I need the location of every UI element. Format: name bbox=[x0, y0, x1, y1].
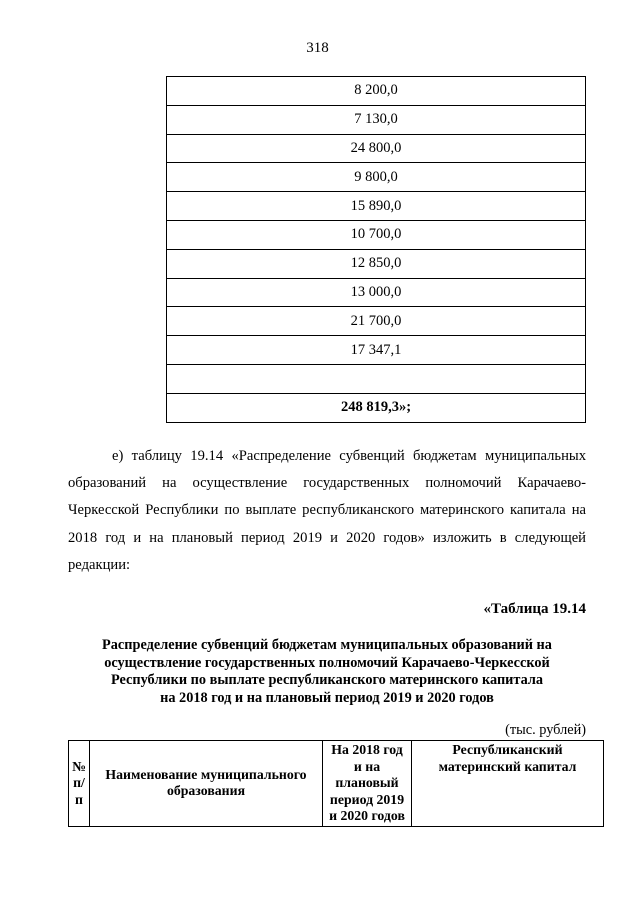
table-row bbox=[167, 77, 586, 106]
header-period-line: период 2019 bbox=[329, 791, 405, 807]
amount-cell: 17 347,1 bbox=[167, 336, 586, 365]
subsidy-table bbox=[68, 740, 604, 827]
table-row bbox=[167, 163, 586, 192]
header-period-line: и 2020 годов bbox=[329, 808, 405, 823]
header-capital: Республиканский материнский капитал bbox=[412, 741, 604, 827]
header-number-line: п/ bbox=[73, 775, 85, 790]
table-row bbox=[167, 134, 586, 163]
amount-cell: 12 850,0 bbox=[167, 249, 586, 278]
table-row bbox=[167, 105, 586, 134]
table-row bbox=[167, 307, 586, 336]
heading-line: Республики по выплате республиканского материнского капитала bbox=[110, 672, 544, 688]
amount-cell: 13 000,0 bbox=[167, 278, 586, 307]
amount-cell: 21 700,0 bbox=[167, 307, 586, 336]
table-heading bbox=[68, 637, 586, 707]
amount-cell: 7 130,0 bbox=[167, 105, 586, 134]
header-number-line: № bbox=[72, 758, 86, 774]
amount-cell: 8 200,0 bbox=[167, 77, 586, 106]
units-label: (тыс. рублей) bbox=[505, 722, 586, 738]
table-label: «Таблица 19.14 bbox=[483, 601, 586, 617]
amount-cell: 15 890,0 bbox=[167, 192, 586, 221]
header-period-line: и на bbox=[353, 758, 381, 774]
heading-line: на 2018 год и на плановый период 2019 и 2020 годов bbox=[160, 689, 494, 706]
heading-line: Распределение субвенций бюджетам муниципальных образований на bbox=[102, 637, 552, 653]
header-period bbox=[323, 741, 412, 827]
amount-cell: 9 800,0 bbox=[167, 163, 586, 192]
header-period-line: На 2018 год bbox=[331, 742, 403, 757]
total-row bbox=[167, 393, 586, 422]
page-number: 318 bbox=[306, 40, 329, 56]
header-period-line: плановый bbox=[335, 775, 399, 790]
table-row bbox=[167, 192, 586, 221]
table-row bbox=[167, 364, 586, 393]
paragraph-text: е) таблицу 19.14 «Распределение субвенций бюджетам муниципальных образований на осуществление государственных полномочий Карачаево-Черкесской Республики по выплате республиканского материнского капитала на 2018 год и на плановый период 2019 и 2020 годов» изложить в следующей редакции: bbox=[68, 448, 586, 573]
table-row bbox=[167, 249, 586, 278]
header-row bbox=[69, 741, 604, 827]
table-row bbox=[167, 336, 586, 365]
total-cell: 248 819,3»; bbox=[167, 393, 586, 422]
header-number bbox=[69, 741, 90, 827]
amount-cell bbox=[167, 364, 586, 393]
header-municipality: Наименование муниципального образования bbox=[90, 741, 323, 827]
amount-cell: 10 700,0 bbox=[167, 220, 586, 249]
heading-line: осуществление государственных полномочий Карачаево-Черкесской bbox=[104, 654, 550, 671]
amount-cell: 24 800,0 bbox=[167, 134, 586, 163]
header-number-line: п bbox=[75, 791, 83, 807]
table-row bbox=[167, 220, 586, 249]
amounts-table bbox=[166, 76, 586, 423]
amendment-paragraph bbox=[68, 443, 586, 579]
table-row bbox=[167, 278, 586, 307]
